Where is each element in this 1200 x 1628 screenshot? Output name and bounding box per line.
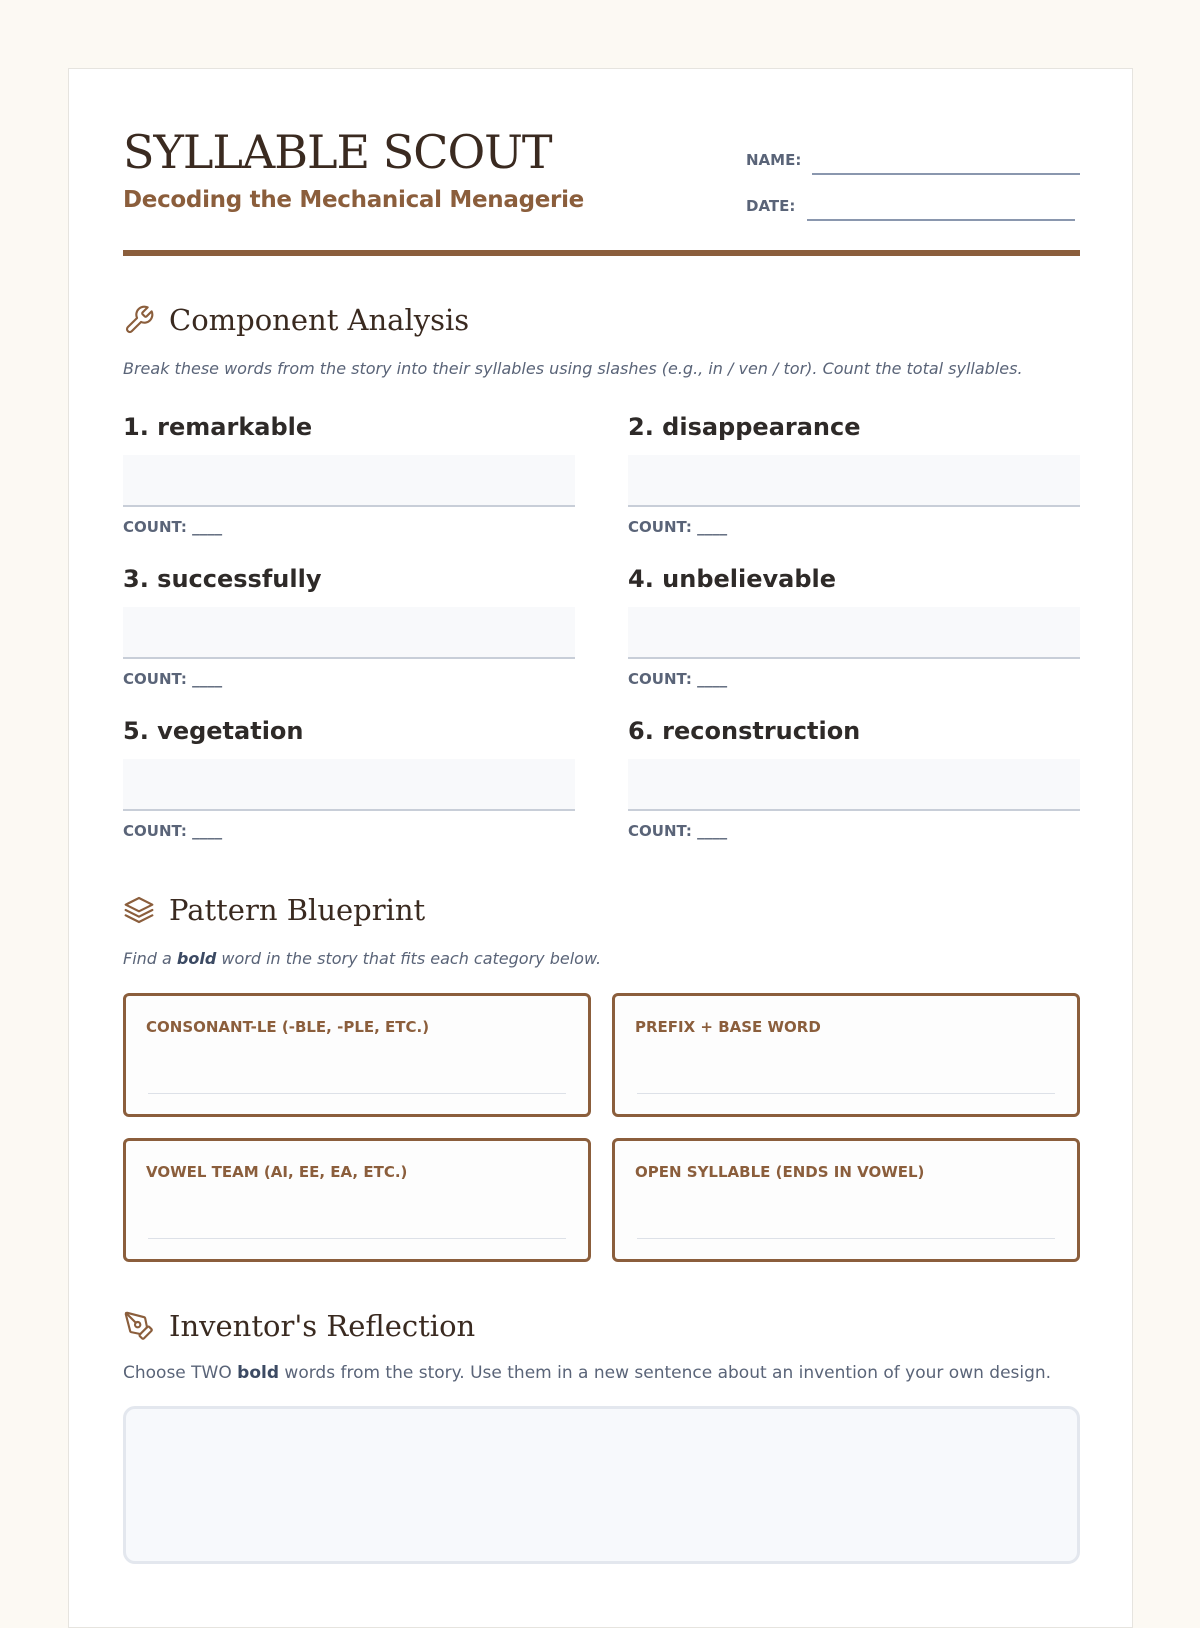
instruction-text: Choose TWO (123, 1363, 238, 1383)
count-label: COUNT: ____ (628, 670, 728, 688)
answer-line (148, 1093, 566, 1094)
syllable-answer-field[interactable] (628, 455, 1080, 507)
count-label: COUNT: ____ (123, 518, 223, 536)
answer-line (637, 1093, 1055, 1094)
pattern-box[interactable] (612, 993, 1080, 1117)
word-label: 4. unbelievable (628, 565, 837, 593)
instruction-text: Find a (123, 949, 177, 968)
syllable-answer-field[interactable] (123, 607, 575, 659)
pen-icon (123, 1310, 155, 1342)
count-label: COUNT: ____ (123, 822, 223, 840)
word-label: 3. successfully (123, 565, 322, 593)
pattern-label: PREFIX + BASE WORD (635, 1018, 821, 1036)
page-title: SYLLABLE SCOUT (123, 125, 552, 179)
name-label: NAME: (746, 151, 802, 169)
instruction-bold: bold (176, 949, 217, 968)
worksheet (68, 68, 1133, 1628)
layers-icon (123, 894, 155, 926)
pattern-label: OPEN SYLLABLE (ENDS IN VOWEL) (635, 1163, 925, 1181)
section-title: Component Analysis (169, 303, 470, 337)
word-item (123, 565, 575, 688)
syllable-answer-field[interactable] (628, 607, 1080, 659)
page-subtitle: Decoding the Mechanical Menagerie (123, 187, 584, 213)
count-label: COUNT: ____ (628, 822, 728, 840)
answer-line (637, 1238, 1055, 1239)
section-title: Pattern Blueprint (169, 893, 426, 927)
word-label: 2. disappearance (628, 413, 861, 441)
instruction-text: words from the story. Use them in a new sentence about an invention of your own design. (279, 1363, 1052, 1383)
section-heading-pattern-blueprint (123, 893, 425, 927)
syllable-answer-field[interactable] (628, 759, 1080, 811)
word-label: 6. reconstruction (628, 717, 861, 745)
word-item (123, 717, 575, 840)
section-instruction: Break these words from the story into their syllables using slashes (e.g., in / ven / tor). Count the total syllables. (123, 359, 1023, 378)
section-heading-inventors-reflection (123, 1309, 475, 1343)
pattern-box[interactable] (612, 1138, 1080, 1262)
word-item (628, 413, 1080, 536)
date-field[interactable] (807, 219, 1075, 221)
reflection-answer-box[interactable] (123, 1406, 1080, 1564)
word-item (123, 413, 575, 536)
answer-line (148, 1238, 566, 1239)
section-heading-component-analysis (123, 303, 469, 337)
pattern-box[interactable] (123, 993, 591, 1117)
section-title: Inventor's Reflection (169, 1309, 476, 1343)
header-divider (123, 250, 1080, 256)
section-instruction (123, 1363, 1051, 1383)
section-instruction (123, 949, 601, 968)
date-label: DATE: (746, 197, 796, 215)
word-item (628, 717, 1080, 840)
word-item (628, 565, 1080, 688)
wrench-icon (123, 304, 155, 336)
name-field[interactable] (812, 173, 1080, 175)
instruction-bold: bold (237, 1363, 280, 1383)
word-label: 1. remarkable (123, 413, 313, 441)
instruction-text: word in the story that fits each category below. (216, 949, 602, 968)
pattern-box[interactable] (123, 1138, 591, 1262)
pattern-label: VOWEL TEAM (AI, EE, EA, ETC.) (146, 1163, 408, 1181)
syllable-answer-field[interactable] (123, 759, 575, 811)
count-label: COUNT: ____ (628, 518, 728, 536)
word-label: 5. vegetation (123, 717, 304, 745)
syllable-answer-field[interactable] (123, 455, 575, 507)
pattern-label: CONSONANT-LE (-BLE, -PLE, ETC.) (146, 1018, 430, 1036)
count-label: COUNT: ____ (123, 670, 223, 688)
